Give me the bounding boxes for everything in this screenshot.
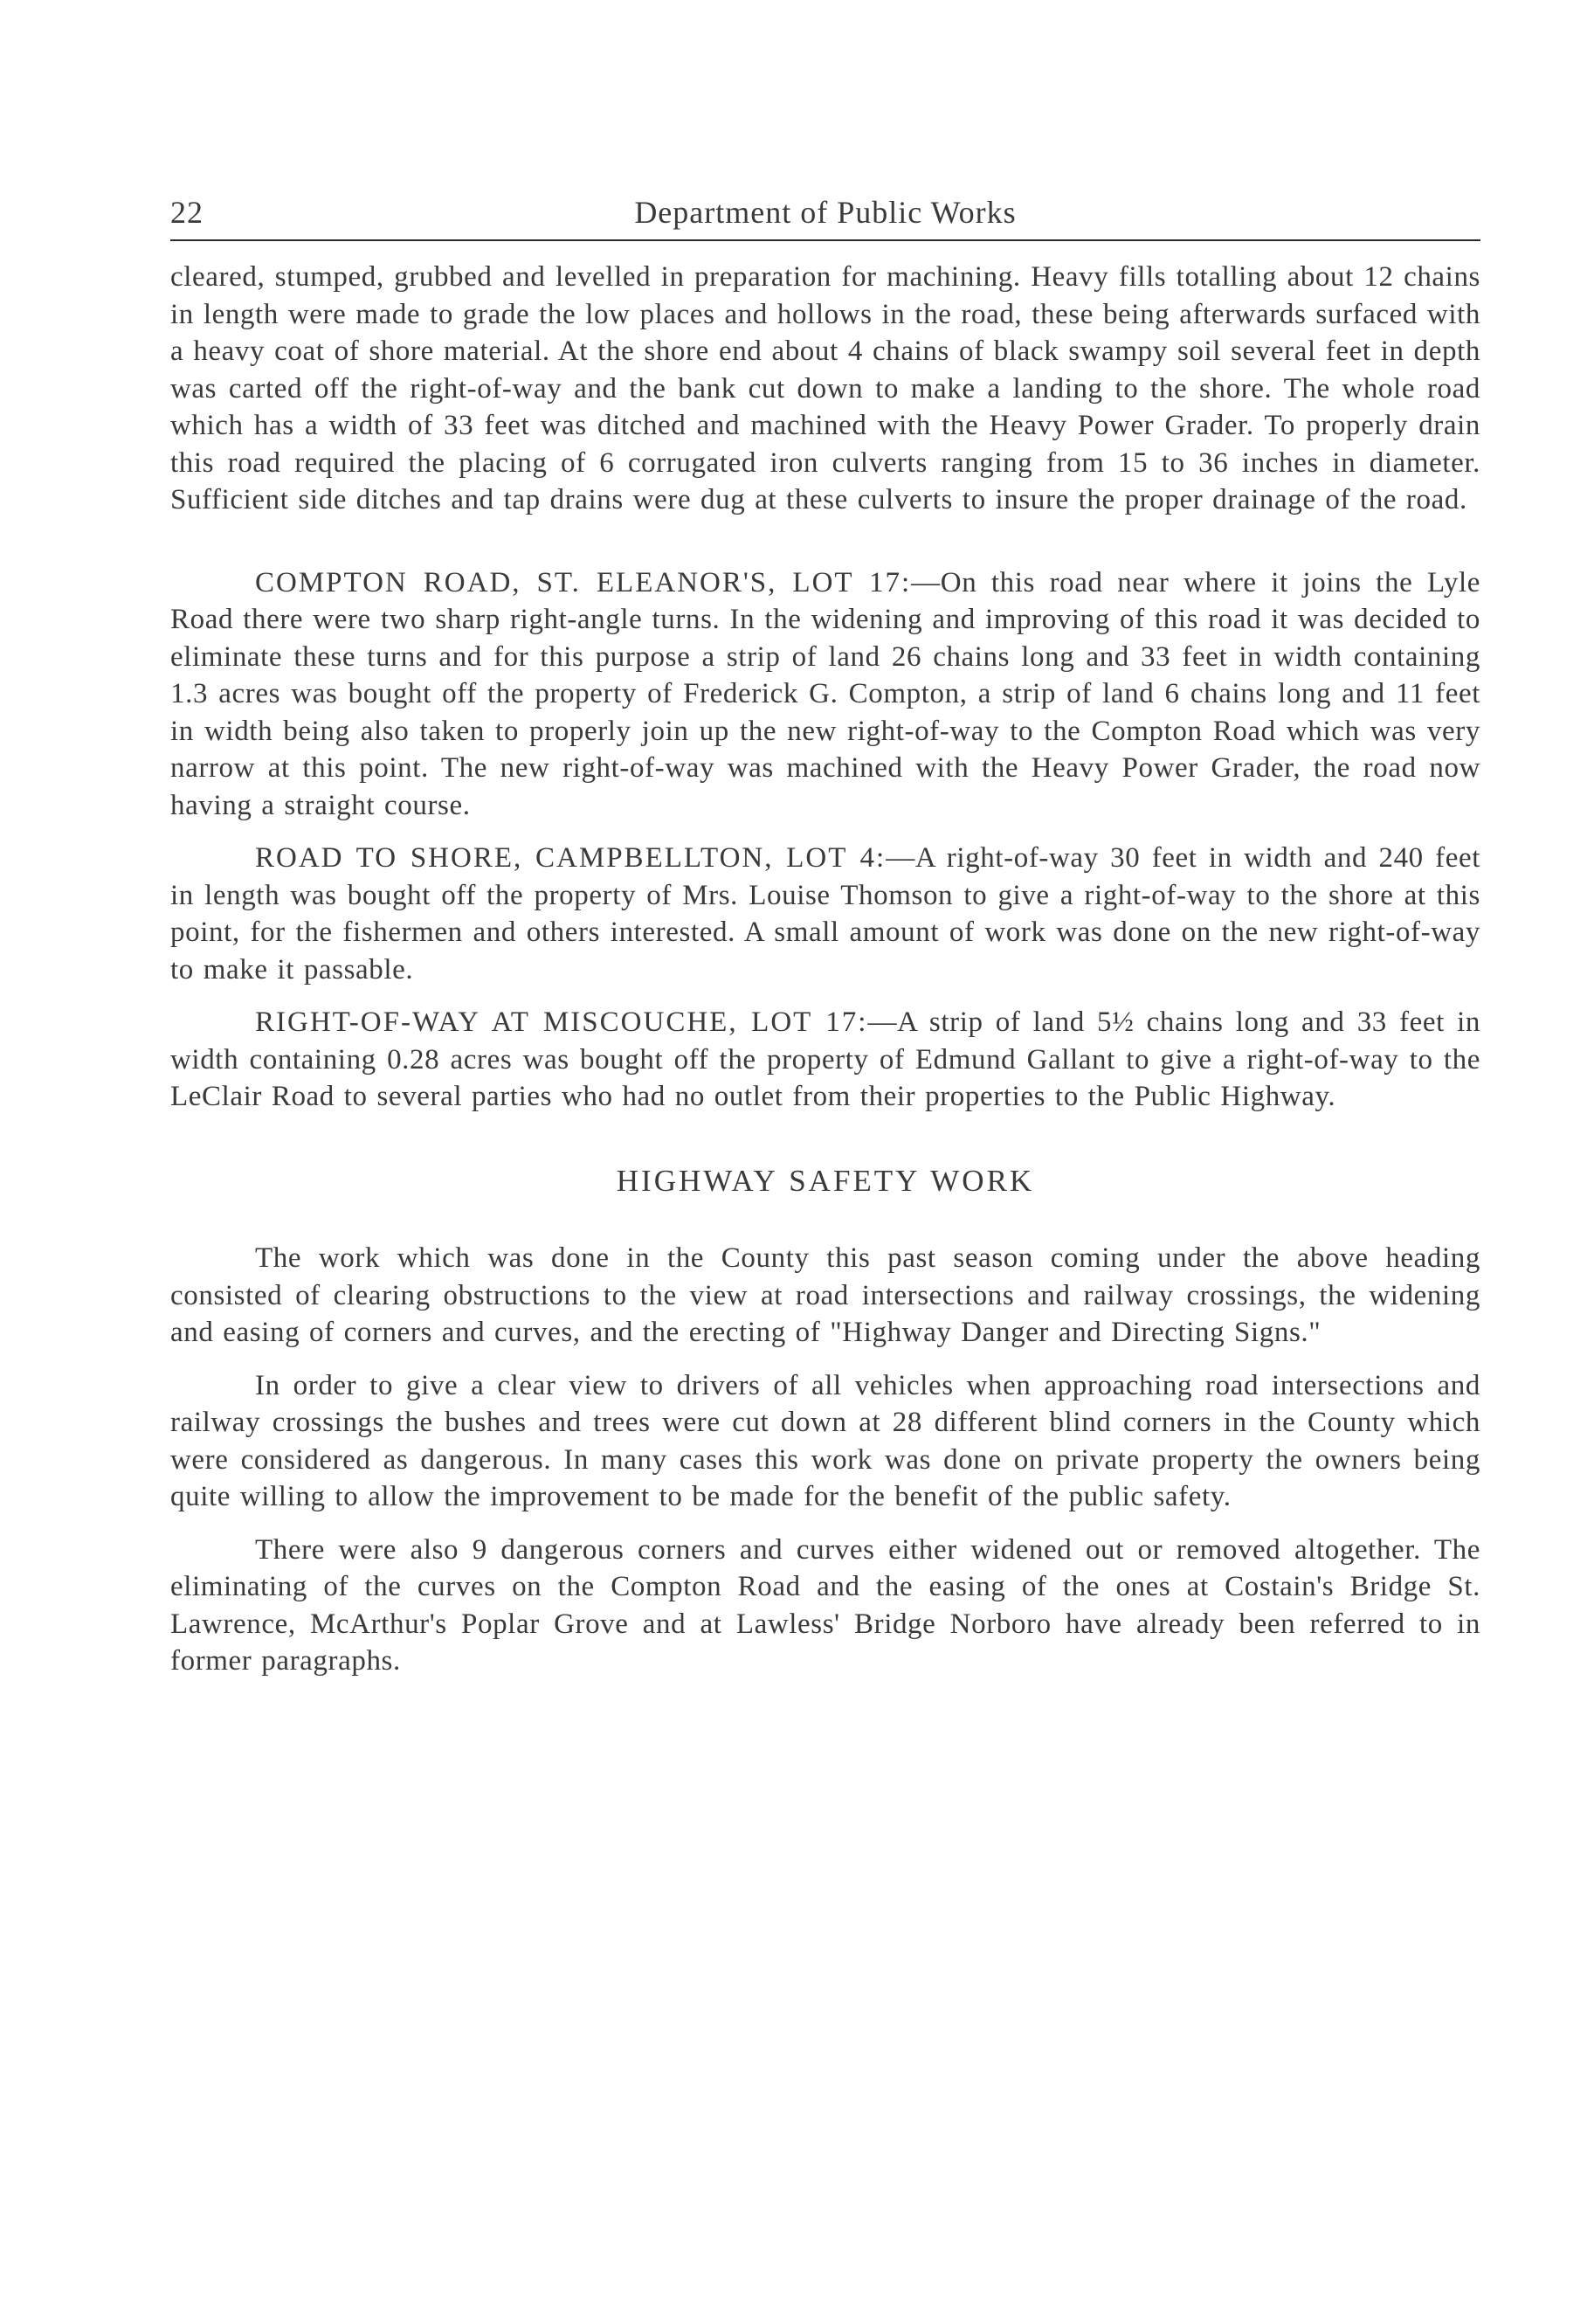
- paragraph-continued: cleared, stumped, grubbed and levelled in preparation for machining. Heavy fills totalling about 12 chains in length were made to grade the low places and hollows in the road, these being afterwards surfaced with a heavy coat of shore material. At the shore end about 4 chains of black swampy soil several feet in depth was carted off the right-of-way and the bank cut down to make a landing to the shore. The whole road which has a width of 33 feet was ditched and machined with the Heavy Power Grader. To properly drain this road required the placing of 6 corrugated iron culverts ranging from 15 to 36 inches in diameter. Sufficient side ditches and tap drains were dug at these culverts to insure the proper drainage of the road.: [170, 261, 1480, 515]
- body-text: [170, 259, 1480, 1680]
- paragraph-lead-heading: COMPTON ROAD, ST. ELEANOR'S, LOT 17:: [255, 566, 912, 598]
- paragraph-body: —A strip of land 5½ chains long and 33 feet in width containing 0.28 acres was bought off the property of Edmund Gallant to give a right-of-way to the LeClair Road to several parties who had no outlet from their properties to the Public Highway.: [170, 1006, 1480, 1112]
- section-heading: HIGHWAY SAFETY WORK: [616, 1163, 1035, 1198]
- page-number: 22: [170, 195, 204, 230]
- paragraph-compton-road: [170, 564, 1480, 825]
- paragraph-lead-heading: ROAD TO SHORE, CAMPBELLTON, LOT 4:: [255, 842, 887, 874]
- page-header: [170, 185, 1480, 241]
- paragraph-safety-work-intro: The work which was done in the County this past season coming under the above heading consisted of clearing obstructions to the view at road intersections and railway crossings, the widening and easing of corners and curves, and the erecting of "Highway Danger and Directing Signs.": [170, 1242, 1480, 1348]
- paragraph-right-of-way-miscouche: [170, 1004, 1480, 1116]
- running-head: Department of Public Works: [634, 195, 1017, 230]
- paragraph-lead-heading: RIGHT-OF-WAY AT MISCOUCHE, LOT 17:: [255, 1006, 868, 1038]
- paragraph-body: —On this road near where it joins the Lyle Road there were two sharp right-angle turns. In the widening and improving of this road it was decided to eliminate these turns and for this purpose a strip of land 26 chains long and 33 feet in width containing 1.3 acres was bought off the property of Frederick G. Compton, a strip of land 6 chains long and 11 feet in width being also taken to properly join up the new right-of-way to the Compton Road which was very narrow at this point. The new right-of-way was machined with the Heavy Power Grader, the road now having a straight course.: [170, 566, 1481, 821]
- paragraph-dangerous-curves: There were also 9 dangerous corners and curves either widened out or removed altogether. The eliminating of the curves on the Compton Road and the easing of the ones at Costain's Bridge St. Lawrence, McArthur's Poplar Grove and at Lawless' Bridge Norboro have already been referred to in former paragraphs.: [170, 1533, 1480, 1677]
- paragraph-body: —A right-of-way 30 feet in width and 240 feet in length was bought off the property of Mrs. Louise Thomson to give a right-of-way to the shore at this point, for the fishermen and others interested. A small amount of work was done on the new right-of-way to make it passable.: [170, 842, 1480, 986]
- paragraph-road-to-shore: [170, 840, 1480, 988]
- paragraph-blind-corners: In order to give a clear view to drivers of all vehicles when approaching road intersections and railway crossings the bushes and trees were cut down at 28 different blind corners in the County which were considered as dangerous. In many cases this work was done on private property the owners being quite willing to allow the improvement to be made for the benefit of the public safety.: [170, 1369, 1480, 1512]
